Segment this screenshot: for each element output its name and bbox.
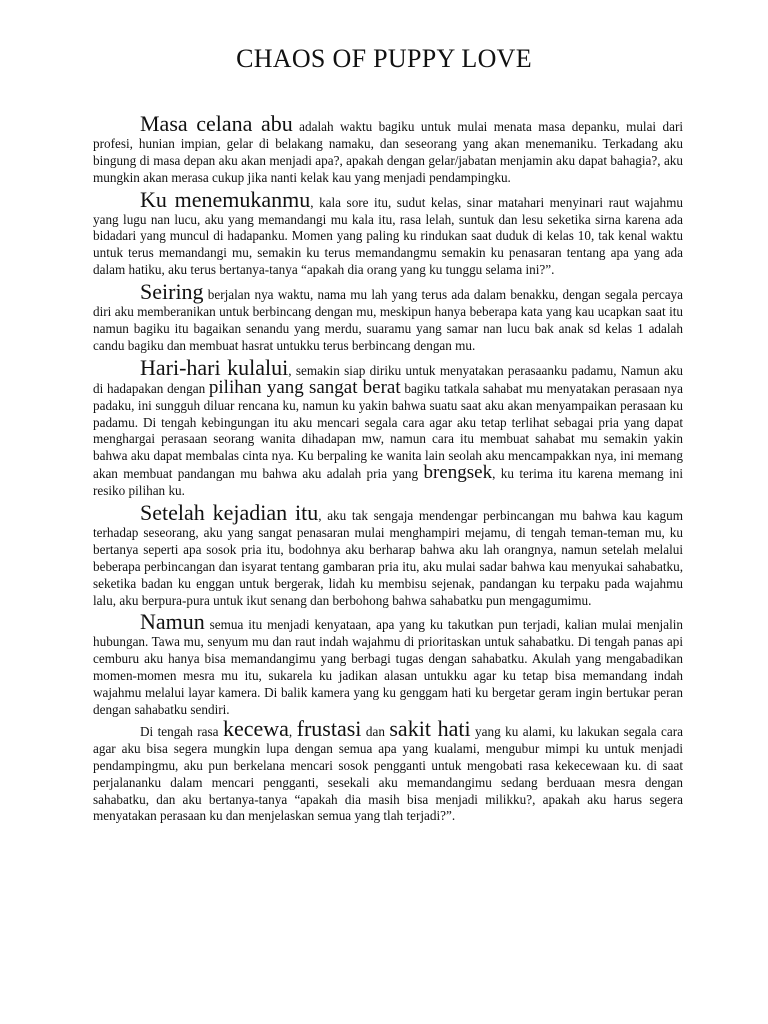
paragraph-text: dan	[361, 723, 390, 739]
emphasis-text: pilihan yang sangat berat	[208, 376, 401, 398]
paragraph-text: bagiku tatkala sahabat mu menyatakan perasaan nya padaku, ini sungguh diluar rencana ku, namun ku yakin bahwa suatu saat aku akan menyampaikan perasaan ku padamu. Di tengah kebingungan itu aku mencari segala cara agar aku tetap terlihat sebagai pria yang dapat menghargai perasaan seorang wanita dihadapan mw, namun cara itu membuat sahabat mu semakin yakin bahwa aku dapat membalas cinta nya. Ku berpaling ke wanita lain seolah aku mencampakkan nya, ini memang akan membuat pandangan mu bahwa aku adalah pria yang	[93, 380, 683, 482]
paragraph-3	[93, 279, 683, 355]
document-title: CHAOS OF PUPPY LOVE	[236, 44, 532, 73]
paragraph-text: adalah waktu bagiku untuk mulai menata masa depanku, mulai dari profesi, hunian impian, gelar di belakang namaku, dan seseorang yang akan menemaniku. Terkadang aku bingung di masa depan aku akan menjadi apa?, apakah dengan gelar/jabatan menjamin aku dapat bahagia?, aku mungkin akan merasa cukup jika nanti kelak kau yang menjadi pendampingku.	[93, 119, 683, 185]
paragraph-text: , kala sore itu, sudut kelas, sinar matahari menyinari raut wajahmu yang lugu nan lucu, aku yang memandangi mu kala itu, rasa lelah, suntuk dan lesu seketika sirna karena ada bidadari yang muncul di hadapanku. Momen yang paling ku rindukan saat duduk di kelas 10, tak kenal waktu untuk terus memandangi mu, semakin ku terus memandangmu semakin ku penasaran tentang apa yang ada dalam hatiku, aku terus bertanya-tanya “apakah dia orang yang ku tunggu selama ini?”.	[93, 194, 683, 278]
paragraph-lead: Namun	[140, 609, 205, 635]
emphasis-text: kecewa	[222, 715, 289, 741]
paragraph-7	[93, 715, 684, 825]
paragraph-lead: Hari-hari kulalui	[140, 354, 289, 380]
emphasis-text: frustasi	[296, 715, 362, 741]
paragraph-text: semua itu menjadi kenyataan, apa yang ku takutkan pun terjadi, kalian mulai menjalin hubungan. Tawa mu, senyum mu dan raut indah wajahmu di prioritaskan untuk sahabatku. Di tengah panas api cemburu aku hanya bisa memandangimu yang berbagi tugas dengan sahabatku. Akulah yang mengabadikan momen-momen mesra mu itu, sukarela ku jadikan alasan untukku agar ku tetap bisa memandang indah wajahmu melalui layar kamera. Di balik kamera yang ku genggam hati ku bergetar geram ingin bertukar peran dengan sahabatku sendiri.	[93, 617, 683, 717]
paragraph-lead: Seiring	[140, 279, 204, 305]
paragraph-6	[93, 609, 683, 718]
paragraph-text: , semakin siap diriku untuk menyatakan perasaanku padamu, Namun aku di hadapakan dengan	[93, 362, 684, 396]
paragraph-text: yang ku alami, ku lakukan segala cara agar aku bisa segera mungkin lupa dengan semua apa yang kualami, mengubur mimpi ku untuk menjadi pendampingmu, aku pun berkelana mencari sosok pengganti untuk mengobati rasa kekecewaan ku. di saat perjalananku dalam mencari pengganti, sesekali aku memandangimu sedang berduaan mesra dengan sahabatku, dan aku bertanya-tanya “apakah dia masih bisa menjadi milikku?, apakah aku harus segera menyatakan perasaan ku dan menjelaskan semua yang tlah terjadi?”.	[93, 723, 684, 824]
emphasis-text: sakit hati	[389, 715, 471, 741]
paragraph-lead: Ku menemukanmu	[140, 186, 311, 212]
emphasis-text: brengsek	[423, 462, 493, 484]
paragraph-lead: Masa celana abu	[140, 111, 293, 136]
paragraph-5	[93, 500, 684, 609]
paragraph-2	[93, 186, 683, 280]
paragraph-4	[93, 354, 684, 500]
paragraph-1	[93, 111, 683, 187]
document-body	[93, 111, 684, 826]
paragraph-text: , aku tak sengaja mendengar perbincangan mu bahwa kau kagum terhadap seseorang, aku yang sangat penasaran mulai menghampiri mejamu, di tengah teman-teman mu, ku bertanya seperti apa sosok pria itu, bodohnya aku berharap bahwa aku lah orangnya, namun setelah melalui beberapa perbincangan dan isyarat tentang gambaran pria itu, aku mulai sadar bahwa kau menyukai sahabatku, seketika badan ku enggan untuk bergerak, lidah ku membisu sejenak, pandangan ku terpaku pada wajahmu lalu, aku berpura-pura untuk ikut senang dan berbohong bahwa sahabatku pun mengagumimu.	[93, 508, 684, 608]
paragraph-lead: Setelah kejadian itu	[140, 500, 319, 526]
paragraph-text: ,	[288, 723, 297, 739]
paragraph-text: berjalan nya waktu, nama mu lah yang terus ada dalam benakku, dengan segala percaya diri aku memberanikan untuk berbincang dengan mu, meskipun hanya beberapa kata yang kau ucapkan saat itu namun bagiku itu bagaikan senandu yang merdu, suaramu yang samar nan lucu bak anak sd kelas 1 adalah candu bagiku dan membuat hasrat untukku terus berbincang dengan mu.	[93, 287, 683, 353]
paragraph-text: , ku terima itu karena memang ini resiko pilihan ku.	[93, 466, 683, 499]
paragraph-text: Di tengah rasa	[140, 723, 223, 739]
